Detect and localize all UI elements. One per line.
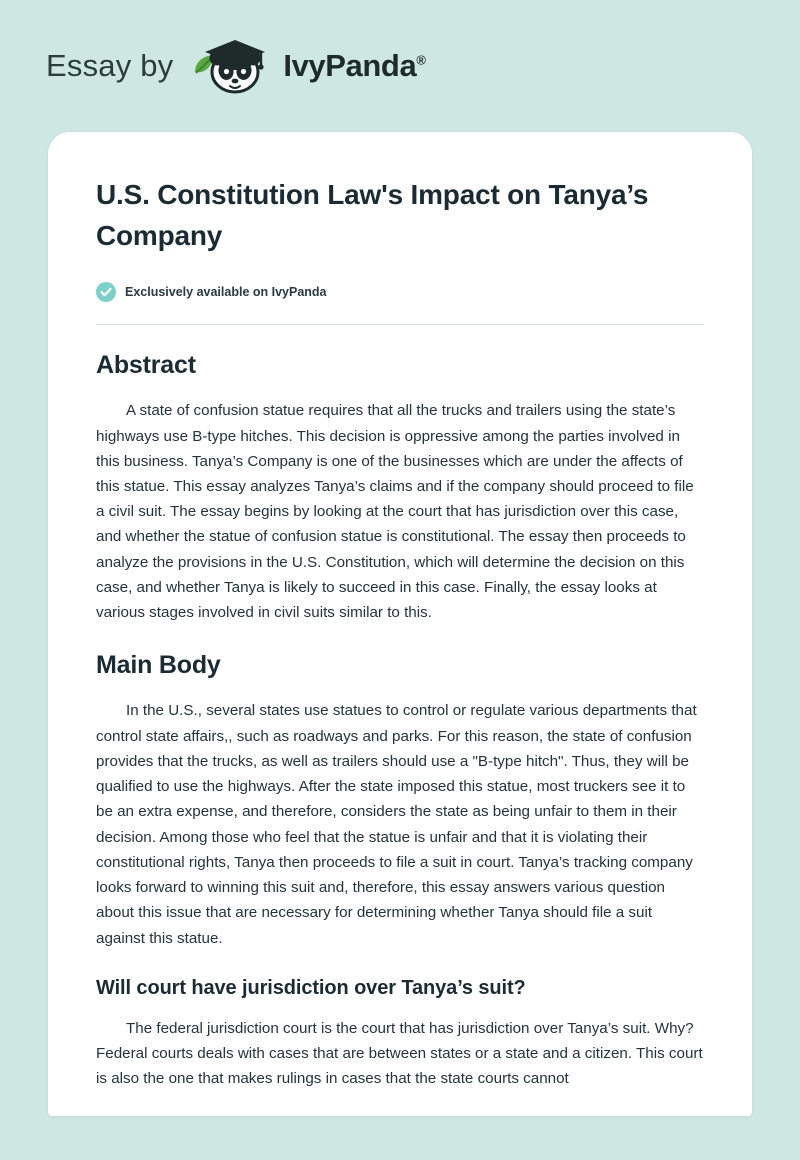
exclusivity-label: Exclusively available on IvyPanda xyxy=(125,285,327,300)
document-card xyxy=(48,132,752,1116)
section-heading: Main Body xyxy=(96,651,221,680)
section-abstract xyxy=(96,351,704,625)
section-paragraph: In the U.S., several states use statues to control or regulate various departments that control state affairs,, such as roadways and parks. For this reason, the state of confusion provides that the trucks, as well as trailers should use a "B-type hitch". Thus, they will be qualified to use the highways. After the state imposed this statue, most truckers see it to be an extra expense, and therefore, considers the state as being unfair to them in their decision. Among those who feel that the statue is unfair and that it is violating their constitutional rights, Tanya then proceeds to file a suit in court. Tanya’s tracking company looks forward to winning this suit and, therefore, this essay answers various question about this issue that are necessary for determining whether Tanya should file a suit against this statue. xyxy=(96,702,697,947)
ivypanda-logo[interactable] xyxy=(183,32,425,100)
title-divider xyxy=(96,324,704,325)
essay-by-label: Essay by xyxy=(46,48,174,83)
subsection-heading: Will court have jurisdiction over Tanya’s suit? xyxy=(96,976,526,999)
site-header xyxy=(0,0,800,132)
brand-name-text: IvyPanda xyxy=(283,48,417,83)
section-paragraph: A state of confusion statue requires that all the trucks and trailers using the state’s highways use B-type hitches. This decision is oppressive among the parties involved in this business. Tanya’s Company is one of the businesses which are under the affects of this statue. This essay analyzes Tanya’s claims and if the company should proceed to file a civil suit. The essay begins by looking at the court that has jurisdiction over this case, and whether the statue of confusion statue is constitutional. The essay then proceeds to analyze the provisions in the U.S. Constitution, which will determine the decision on this case, and whether Tanya is likely to succeed in this case. Finally, the essay looks at various stages involved in civil suits similar to this. xyxy=(96,402,694,622)
brand[interactable] xyxy=(46,32,426,100)
panda-graduate-icon xyxy=(183,32,279,100)
section-jurisdiction xyxy=(96,977,704,1092)
check-circle-icon xyxy=(96,282,116,302)
section-paragraph: The federal jurisdiction court is the court that has jurisdiction over Tanya’s suit. Why? Federal courts deals with cases that are between states or a state and a citizen. This court is also the one that makes rulings in cases that the state courts cannot xyxy=(96,1019,703,1088)
section-main-body xyxy=(96,651,704,950)
exclusivity-badge xyxy=(96,282,704,302)
section-heading: Abstract xyxy=(96,351,196,380)
registered-mark: ® xyxy=(416,52,426,68)
page-title: U.S. Constitution Law's Impact on Tanya’s Company xyxy=(96,179,649,252)
brand-name xyxy=(283,48,425,84)
